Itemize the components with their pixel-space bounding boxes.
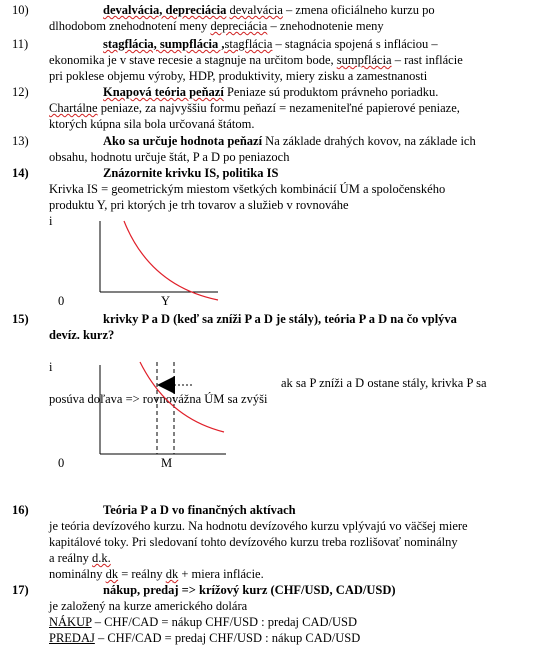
graph-is-y-label: i [49,214,53,228]
item-16-line2: je teória devízového kurzu. Na hodnotu devízového kurzu vplývajú vo väčšej miere [49,519,468,533]
item-17-number: 17) [12,583,29,597]
item-11-line2a: ekonomika je v stave recesie a stagnuje na určitom bode, [49,53,337,67]
item-17-line3b: – CHF/CAD = nákup CHF/USD : predaj CAD/USD [91,615,358,629]
item-17-predaj: PREDAJ [49,631,95,645]
item-10-term: devalvácia [229,3,283,17]
item-16-line5a: nominálny [49,567,106,581]
graph-pd-origin: 0 [58,456,65,470]
item-16-line4a: a reálny [49,551,93,565]
item-11-title: stagflácia, sumpflácia , [103,37,225,51]
item-11-text: – stagnácia spojená s infláciou – [272,37,438,51]
item-17-line3 [49,615,357,629]
graph-is-origin: 0 [58,294,65,308]
item-16-line5 [49,567,264,581]
item-11-number: 11) [12,37,29,51]
item-13-number: 13) [12,134,29,148]
item-10-number: 10) [12,3,29,17]
item-10-line2b: depreciácia [210,19,268,33]
item-12-text: Peniaze sú produktom právneho poriadku. [223,85,439,99]
item-16-number: 16) [12,503,29,517]
item-16-line5b: dk [105,567,119,581]
item-15-number: 15) [12,312,29,326]
item-16-line4b: d.k. [92,551,111,565]
item-17-line2: je založený na kurze amerického dolára [49,599,248,613]
item-12-line2b: peniaze, za najvyššiu formu peňazí = nezameniteľné papierové peniaze, [97,101,460,115]
item-13-text: Na základe drahých kovov, na základe ich [262,134,476,148]
graph-pd-y-label: i [49,360,53,374]
item-17-nakup: NÁKUP [49,615,92,629]
item-17-line4 [49,631,360,645]
item-11-line2b: sumpflácia [336,53,392,67]
item-17-title: nákup, predaj => krížový kurz (CHF/USD, CAD/USD) [103,583,396,597]
item-16-line3: kapitálové toky. Pri sledovaní tohto devízového kurzu treba rozlišovať nominálny [49,535,458,549]
item-12-line2a: Chartálne [49,101,98,115]
item-10-line2a: dlhodobom znehodnotení meny [49,19,211,33]
item-17-line4b: – CHF/CAD = predaj CHF/USD : nákup CAD/USD [94,631,361,645]
item-14-line3: produktu Y, pri ktorých je trh tovarov a služieb v rovnováhe [49,198,349,212]
item-11-line3: pri poklese objemu výroby, HDP, produktivity, miery zisku a zamestnanosti [49,69,428,83]
item-12-line3: ktorých kúpna sila bola určovaná štátom. [49,117,255,131]
item-14-number: 14) [12,166,29,180]
item-11-line2c: – rast inflácie [391,53,463,67]
item-11-title-term: stagflácia [224,37,273,51]
item-15-title2: devíz. kurz? [49,328,115,342]
item-16-line5d: dk [165,567,179,581]
item-12-number: 12) [12,85,29,99]
item-10-text: – zmena oficiálneho kurzu po [282,3,435,17]
item-16-line5c: = reálny [118,567,166,581]
item-15-side-text: ak sa P zníži a D ostane stály, krivka P sa [281,376,487,390]
item-13-line2: obsahu, hodnotu určuje štát, P a D po peniazoch [49,150,290,164]
graph-pd-x-label: M [161,456,173,470]
item-14-title: Znázornite krivku IS, politika IS [103,166,279,180]
item-15-side-text2: posúva doľava => rovnovážna ÚM sa zvýši [49,392,268,406]
item-15-title: krivky P a D (keď sa zníži P a D je stály), teória P a D na čo vplýva [103,312,457,326]
item-16-line4 [49,551,111,565]
item-13-title: Ako sa určuje hodnota peňazí [103,134,263,148]
item-10-line2c: – znehodnotenie meny [267,19,384,33]
graph-is-x-label: Y [161,294,171,308]
item-16-line5e: + miera inflácie. [178,567,264,581]
item-14-line2: Krivka IS = geometrickým miestom všetkých kombinácií ÚM a spoločenského [49,182,446,196]
item-12-title: Knapová teória peňazí [103,85,224,99]
item-16-title: Teória P a D vo finančných aktívach [103,503,296,517]
item-10-title: devalvácia, depreciácia [103,3,227,17]
